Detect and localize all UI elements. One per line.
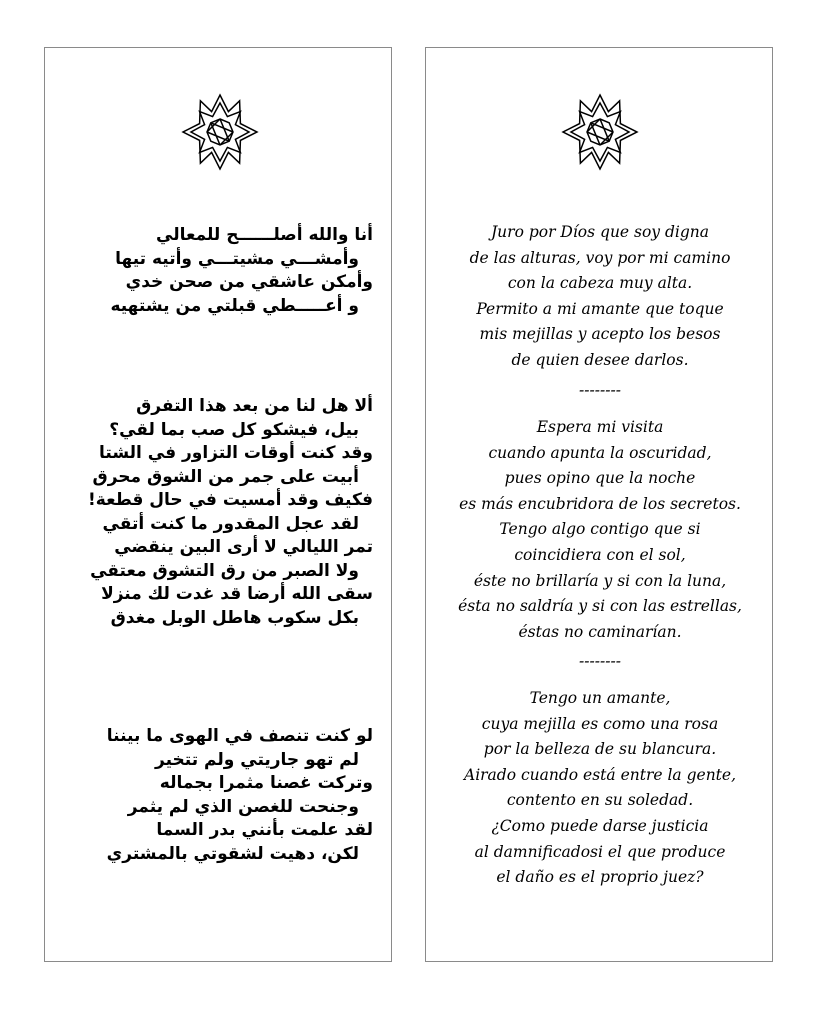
- poem-line: el daño es el proprio juez?: [496, 868, 704, 887]
- spanish-stanza-1: [426, 220, 774, 374]
- poem-line: ésta no saldría y si con las estrellas,: [458, 597, 742, 616]
- poem-line: ألا هل لنا من بعد هذا التفرق: [136, 396, 373, 416]
- poem-line: Airado cuando está entre la gente,: [464, 765, 736, 784]
- poem-line: coincidiera con el sol,: [514, 545, 686, 564]
- arabic-stanza-2: [63, 395, 373, 630]
- poem-line: بيل، فيشكو كل صب بما لقي؟: [109, 419, 359, 440]
- poem-line: وجنحت للغصن الذي لم يثمر: [127, 796, 359, 817]
- poem-line: أنا والله أصلــــــح للمعالي: [156, 225, 373, 245]
- stanza-separator: --------: [579, 381, 621, 399]
- arabic-stanza-1: [63, 224, 373, 318]
- poem-line: تمر الليالي لا أرى البين ينقضي: [114, 537, 373, 557]
- spanish-poem-card: [425, 47, 773, 962]
- poem-line: لكن، دهيت لشقوتي بالمشتري: [106, 843, 359, 864]
- poem-line: ولا الصبر من رق التشوق معتقي: [90, 560, 359, 581]
- arabic-poem-card: [44, 47, 392, 962]
- poem-line: وأمكن عاشقي من صحن خدي: [125, 272, 373, 292]
- poem-line: لو كنت تنصف في الهوى ما بيننا: [106, 726, 373, 746]
- poem-line: Tengo un amante,: [529, 689, 671, 707]
- spanish-stanza-3: [426, 686, 774, 891]
- poem-line: Juro por Díos que soy digna: [490, 223, 710, 241]
- poem-line: لقد علمت بأنني بدر السما: [156, 820, 373, 840]
- poem-line: con la cabeza muy alta.: [507, 274, 693, 293]
- poem-line: de las alturas, voy por mi camino: [469, 248, 731, 267]
- poem-line: Permito a mi amante que toque: [476, 299, 724, 318]
- poem-line: فكيف وقد أمسيت في حال قطعة!: [88, 490, 373, 510]
- poem-line: pues opino que la noche: [504, 469, 696, 488]
- geometric-star-icon: [560, 92, 640, 172]
- poem-line: سقى الله أرضا قد غدت لك منزلا: [101, 584, 373, 604]
- poem-line: و أعـــــطي قبلتي من يشتهيه: [110, 295, 359, 316]
- poem-line: cuando apunta la oscuridad,: [488, 443, 712, 462]
- poem-line: Tengo algo contigo que si: [499, 520, 701, 539]
- poem-line: mis mejillas y acepto los besos: [479, 325, 721, 344]
- poem-line: de quien desee darlos.: [511, 350, 689, 369]
- poem-line: éste no brillaría y si con la luna,: [473, 571, 727, 590]
- arabic-stanza-3: [63, 725, 373, 866]
- poem-line: لقد عجل المقدور ما كنت أتقي: [102, 513, 359, 534]
- poem-line: Espera mi visita: [536, 418, 664, 436]
- geometric-star-icon: [180, 92, 260, 172]
- poem-line: وقد كنت أوقات التزاور في الشتا: [99, 443, 373, 463]
- poem-line: cuya mejilla es como una rosa: [481, 714, 719, 733]
- poem-line: وأمشـــي مشيتـــي وأتيه تيها: [115, 248, 359, 269]
- poem-line: بكل سكوب هاطل الوبل مغدق: [110, 607, 359, 628]
- poem-line: éstas no caminarían.: [518, 622, 682, 641]
- poem-line: al damnificadosi el que produce: [474, 842, 726, 861]
- poem-line: es más encubridora de los secretos.: [459, 494, 741, 513]
- spanish-stanza-2: [426, 415, 774, 645]
- poem-line: لم تهو جاريتي ولم تتخير: [155, 749, 359, 770]
- stanza-separator: --------: [579, 652, 621, 670]
- poem-line: وتركت غصنا مثمرا بجماله: [159, 773, 373, 793]
- poem-line: por la belleza de su blancura.: [483, 740, 717, 759]
- poem-line: contento en su soledad.: [506, 791, 694, 810]
- poem-line: ¿Como puede darse justicia: [491, 816, 709, 835]
- poem-line: أبيت على جمر من الشوق محرق: [92, 466, 359, 487]
